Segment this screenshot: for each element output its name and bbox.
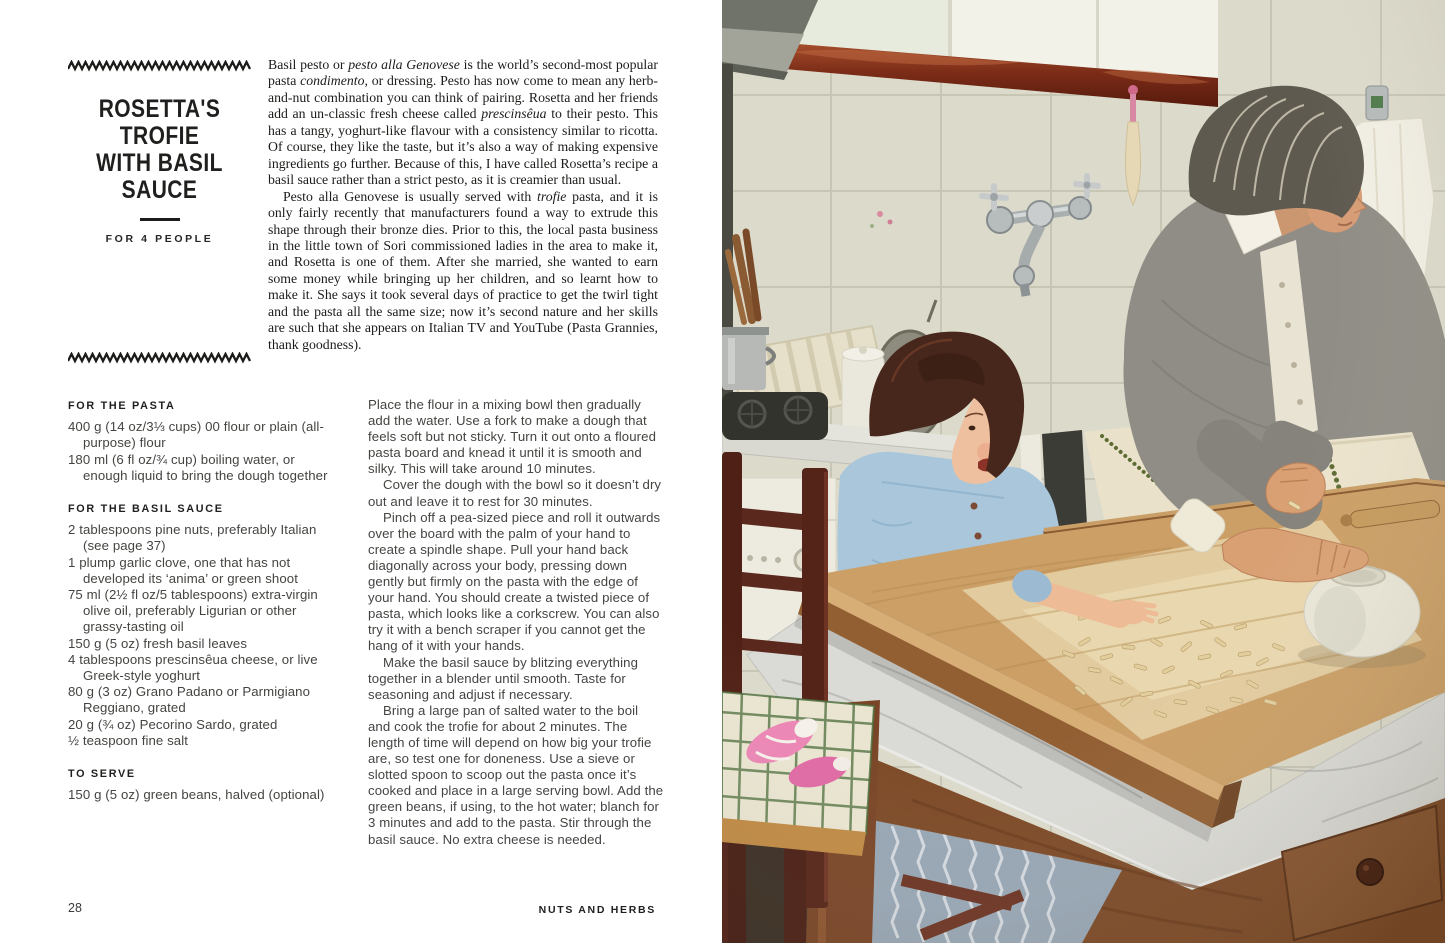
ingredient-item: 4 tablespoons prescinsêua cheese, or live Greek-style yoghurt [68, 651, 318, 684]
ingredient-item: 75 ml (2½ fl oz/5 tablespoons) extra-virgin olive oil, preferably Ligurian or other grassy-tasting oil [68, 587, 318, 635]
ingredient-item: 150 g (5 oz) green beans, halved (optional) [68, 787, 325, 803]
recipe-title-line2: WITH BASIL SAUCE [96, 149, 223, 204]
kitchen-photo [722, 0, 1445, 943]
recipe-title-block [68, 60, 251, 245]
ingredient-item: 180 ml (6 fl oz/¾ cup) boiling water, or enough liquid to bring the dough together [68, 451, 328, 483]
method-paragraph: Place the flour in a mixing bowl then gradually add the water. Use a fork to make a dough that feels soft but not sticky. Turn it out onto a floured pasta board and knead it until it is smooth and silky. This will take around 10 minutes. [368, 397, 657, 477]
intro-paragraph: Pesto alla Genovese is usually served with trofie pasta, and it is only fairly recently that manufacturers found a way to extrude this shape through their bronze dies. Prior to this, the local pasta business in the little town of Sori commissioned ladies in the area to make it, and Rosetta is one of them. After she married, she wanted to earn some money while bringing up her children, and so learnt how to make it. She says it took several days of practice to get the twirl tight and the pasta all the same size; now it’s second nature and her skills are such that she appears on Italian TV and YouTube (Pasta Grannies, thank goodness). [268, 188, 658, 352]
ingredients-heading: FOR THE PASTA [68, 400, 176, 412]
zigzag-ornament-bottom [68, 352, 251, 364]
ingredients-section-to-serve [68, 766, 336, 803]
ingredients-section-pasta [68, 398, 336, 484]
serving-label: FOR 4 PEOPLE [105, 233, 214, 245]
page-title [83, 96, 237, 204]
ingredient-item: 400 g (14 oz/3⅓ cups) 00 flour or plain (all-purpose) flour [68, 419, 324, 451]
intro-text [268, 57, 658, 353]
ingredient-item: 1 plump garlic clove, one that has not developed its ‘anima’ or green shoot [68, 554, 298, 586]
ingredient-item: 20 g (¾ oz) Pecorino Sardo, grated [68, 716, 278, 732]
kitchen-photo-illustration [722, 0, 1445, 943]
method-paragraph: Pinch off a pea-sized piece and roll it outwards over the board with the palm of your hand to create a spindle shape. Pull your hand back diagonally across your body, pressing down gently but firmly on the pasta with the edge of your hand. You should create a twisted piece of pasta, which looks like a corkscrew. You can also try it with a bench scraper if you cannot get the hang of it with your hands. [368, 509, 661, 654]
method-paragraph: Bring a large pan of salted water to the boil and cook the trofie for about 2 minutes. The length of time will depend on how big your trofie are, so test one for doneness. Use a sieve or slotted spoon to scoop out the pasta once it’s cooked and place in a large serving bowl. Add the green beans, if using, to the hot water; blanch for 3 minutes and add to the pasta. Stir through the basil sauce. No extra cheese is needed. [368, 702, 664, 847]
zigzag-ornament-top [68, 60, 251, 72]
ingredients-section-basil-sauce [68, 501, 336, 749]
ingredient-item: ½ teaspoon fine salt [68, 732, 189, 748]
ingredients-list [68, 398, 336, 820]
ingredient-item: 80 g (3 oz) Grano Padano or Parmigiano Reggiano, grated [68, 684, 311, 716]
ingredients-heading: TO SERVE [68, 768, 136, 781]
ingredients-heading: FOR THE BASIL SAUCE [68, 503, 224, 516]
method-paragraph: Make the basil sauce by blitzing everything together in a blender until smooth. Taste for seasoning and adjust if necessary. [368, 654, 638, 702]
ingredient-item: 2 tablespoons pine nuts, preferably Italian (see page 37) [68, 522, 317, 554]
footer-section-label: NUTS AND HERBS [538, 904, 656, 916]
method-paragraph: Cover the dough with the bowl so it doesn’t dry out and leave it to rest for 30 minutes. [368, 477, 662, 509]
photo-vignette [722, 0, 1445, 943]
recipe-title-line1: ROSETTA'S TROFIE [98, 95, 221, 150]
intro-paragraph: Basil pesto or pesto alla Genovese is the world’s second-most popular pasta condimento, or dressing. Pesto has now come to mean any herb-and-nut combination you can think of pairing. Rosetta and her friends add an un-classic fresh cheese called prescinsêua to their pesto. This has a tangy, yoghurt-like flavour with a consistency similar to ricotta. Of course, they like the taste, but it’s also a way of making expensive ingredients go further. Because of this, I have called Rosetta’s recipe a basil sauce rather than a strict pesto, as it is creamier than usual. [268, 57, 658, 188]
ingredient-item: 150 g (5 oz) fresh basil leaves [68, 635, 248, 651]
page-number: 28 [68, 901, 82, 915]
title-divider [140, 218, 180, 221]
method-text [368, 397, 664, 848]
